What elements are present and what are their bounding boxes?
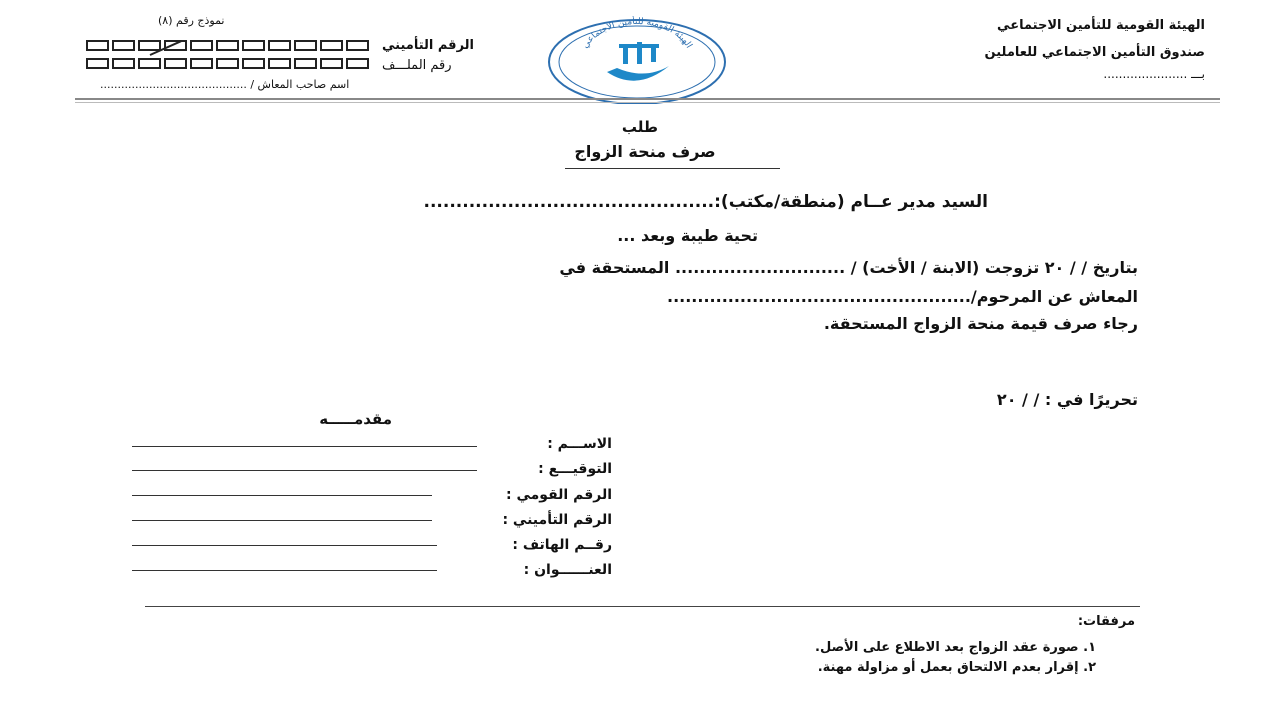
organization-name: الهيئة القومية للتأمين الاجتماعي — [997, 18, 1205, 33]
organization-logo — [545, 16, 729, 104]
digit-box[interactable] — [138, 58, 161, 69]
address-input-line[interactable] — [132, 570, 437, 571]
attachment-item: ١. صورة عقد الزواج بعد الاطلاع على الأصل. — [815, 640, 1096, 655]
digit-box[interactable] — [190, 58, 213, 69]
insurance-number-field-label: الرقم التأميني : — [502, 512, 612, 528]
digit-box[interactable] — [86, 58, 109, 69]
digit-box[interactable] — [346, 40, 369, 51]
digit-box[interactable] — [216, 58, 239, 69]
national-id-label: الرقم القومي : — [506, 487, 612, 503]
digit-box[interactable] — [164, 58, 187, 69]
title-underline — [565, 168, 780, 169]
digit-box[interactable] — [294, 58, 317, 69]
request-paragraph-line-2[interactable]: المعاش عن المرحوم/.................................................. — [666, 287, 1138, 306]
digit-box[interactable] — [320, 40, 343, 51]
attachments-heading: مرفقات: — [1077, 614, 1135, 629]
digit-box[interactable] — [112, 58, 135, 69]
name-label: الاســـم : — [547, 436, 612, 452]
national-id-input-line[interactable] — [132, 495, 432, 496]
request-paragraph-line-1[interactable]: بتاريخ / / ٢٠ تزوجت (الابنة / الأخت) / ............................ المستحقة في — [559, 258, 1138, 277]
signature-label: التوقيـــع : — [538, 461, 612, 477]
digit-box[interactable] — [268, 40, 291, 51]
applicant-heading: مقدمـــــه — [319, 410, 392, 428]
file-number-boxes[interactable] — [86, 58, 369, 69]
request-paragraph-line-3: رجاء صرف قيمة منحة الزواج المستحقة. — [823, 314, 1138, 333]
attachments-divider — [145, 606, 1140, 607]
insurance-number-boxes[interactable] — [86, 40, 369, 51]
logo-seal-icon — [545, 16, 729, 104]
insurance-number-label: الرقم التأميني — [382, 38, 474, 53]
digit-box[interactable] — [294, 40, 317, 51]
page-subtitle: صرف منحة الزواج — [574, 142, 716, 161]
digit-box[interactable] — [190, 40, 213, 51]
address-label: العنــــــوان : — [523, 562, 612, 578]
form-number: نموذج رقم (٨) — [158, 14, 225, 27]
digit-box[interactable] — [320, 58, 343, 69]
greeting: تحية طيبة وبعد ... — [617, 226, 758, 245]
page-title: طلب — [621, 118, 659, 136]
name-input-line[interactable] — [132, 446, 477, 447]
digit-box[interactable] — [112, 40, 135, 51]
signature-input-line[interactable] — [132, 470, 477, 471]
fund-name: صندوق التأمين الاجتماعي للعاملين — [984, 45, 1205, 60]
digit-box[interactable] — [346, 58, 369, 69]
digit-box[interactable] — [216, 40, 239, 51]
phone-label: رقــم الهاتف : — [512, 537, 612, 553]
pensioner-name-field[interactable]: اسم صاحب المعاش / .......................................... — [100, 78, 350, 91]
fund-branch: بـــ ...................... — [1103, 67, 1205, 81]
written-on-date[interactable]: تحريرًا في : / / ٢٠ — [996, 390, 1138, 409]
addressee-line[interactable]: السيد مدير عــام (منطقة/مكتب):............................................. — [423, 192, 988, 212]
digit-box[interactable] — [86, 40, 109, 51]
file-number-label: رقم الملـــف — [382, 58, 452, 73]
header-divider — [75, 98, 1220, 100]
digit-box[interactable] — [242, 40, 265, 51]
header-divider-thin — [75, 102, 1220, 103]
phone-input-line[interactable] — [132, 545, 437, 546]
digit-box[interactable] — [268, 58, 291, 69]
svg-text:الهيئة القومية للتأمين الاجتما: الهيئة القومية للتأمين الاجتماعي — [580, 16, 694, 51]
insurance-number-input-line[interactable] — [132, 520, 432, 521]
digit-box[interactable] — [242, 58, 265, 69]
attachment-item: ٢. إقرار بعدم الالتحاق بعمل أو مزاولة مهنة. — [817, 660, 1096, 675]
